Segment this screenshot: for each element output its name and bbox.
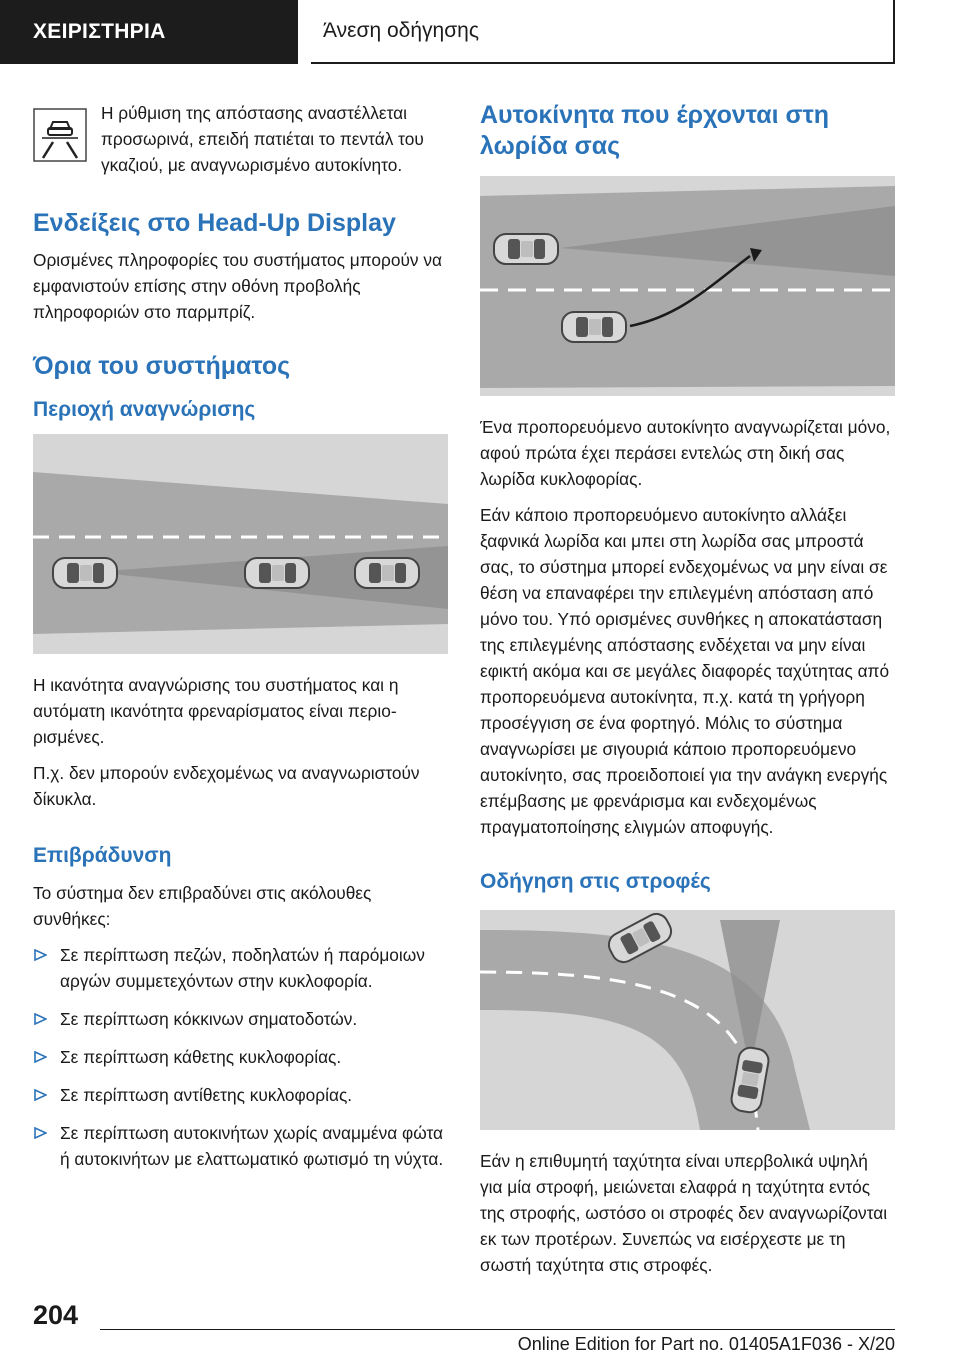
triangle-bullet-icon <box>33 1051 47 1063</box>
triangle-bullet-icon <box>33 1013 47 1025</box>
limits-heading: Όρια του συστήματος <box>33 352 291 380</box>
footer-divider <box>100 1329 895 1330</box>
list-item-text: Σε περίπτωση αυτοκινήτων χωρίς αναμμένα φώτα ή αυτοκινήτων με ελαττωματικό φωτισμό τη νύχτα. <box>60 1123 444 1169</box>
cut-in-heading: Αυτοκίνητα που έρχονται στη λωρίδα σας <box>480 101 830 160</box>
list-item <box>33 1044 448 1070</box>
hud-text: Ορισμένες πληροφορίες του συστήματος μπορούν να εμφανιστούν επίσης στην οθόνη προβολής πληροφοριών στο παρμπρίζ. <box>33 250 442 322</box>
list-item-text: Σε περίπτωση κόκκινων σηματοδοτών. <box>60 1009 358 1029</box>
detection-text-2: Π.χ. δεν μπορούν ενδεχομένως να αναγνωριστούν δίκυκλα. <box>33 763 420 809</box>
hud-heading: Ενδείξεις στο Head-Up Display <box>33 209 396 237</box>
triangle-bullet-icon <box>33 1127 47 1139</box>
detection-text-1: Η ικανότητα αναγνώρισης του συστήματος και η αυτόματη ικανότητα φρεναρίσματος είναι περιορισμένες. <box>33 675 399 747</box>
intro-text: Η ρύθμιση της απόστασης αναστέλλεται προσωρινά, επειδή πατιέται το πεντάλ του γκαζιού, με αναγνωρισμένο αυτοκίνητο. <box>101 103 424 175</box>
list-item <box>33 1006 448 1032</box>
cut-in-text-2: Εάν κάποιο προπορευόμενο αυτοκίνητο αλλάξει ξαφνικά λωρίδα και μπει στη λωρίδα σας μπροστά σας, το σύστημα μπορεί ενδεχομένως να μην είναι σε θέση να επαναφέρει την επιλεγμένη απόσταση από μόνο του. Υπό ορισμένες συνθήκες η αποκατάσταση της επιλεγμένης απόστασης ενδέχεται να μην είναι εφικτή ακόμα και σε μεγάλες διαφορές ταχύτητας από προπορευόμενα αυτοκίνητα, π.χ. κατά τη γρήγορη προσέγγιση σε ένα φορτηγό. Μόλις το σύστημα αναγνωρίσει με σιγουριά κάποιο προπορευόμενο αυτοκίνητο, σας προειδοποιεί για την ανάγκη ενεργής επέμβασης με φρενάρισμα και ενδεχομένως πραγματοποίησης ελιγμών αποφυγής. <box>480 505 890 837</box>
curves-text: Εάν η επιθυμητή ταχύτητα είναι υπερβολικά υψηλή για μία στροφή, μειώνεται ελαφρά η ταχύτητα εντός της στροφής, ωστόσο οι στροφές δεν αναγνωρίζονται εκ των προτέρων. Συνεπώς να εισέρχεστε με τη σωστή ταχύτητα στις στροφές. <box>480 1151 888 1275</box>
distance-assist-icon <box>33 108 87 162</box>
deceleration-text: Το σύστημα δεν επιβραδύνει στις ακόλουθες συνθήκες: <box>33 883 372 929</box>
cut-in-text-1: Ένα προπορευόμενο αυτοκίνητο αναγνωρίζεται μόνο, αφού πρώτα έχει περάσει εντελώς στη δική σας λωρίδα κυκλοφορίας. <box>480 417 891 489</box>
header-section: ΧΕΙΡΙΣΤΗΡΙΑ <box>0 0 298 64</box>
deceleration-heading: Επιβράδυνση <box>33 844 172 867</box>
intro-block <box>33 100 448 178</box>
detection-heading: Περιοχή αναγνώρισης <box>33 398 256 421</box>
detection-range-illustration <box>33 434 448 654</box>
list-item-text: Σε περίπτωση κάθετης κυκλοφορίας. <box>60 1047 342 1067</box>
list-item <box>33 942 448 994</box>
triangle-bullet-icon <box>33 1089 47 1101</box>
right-column <box>480 100 895 1288</box>
curves-heading: Οδήγηση στις στροφές <box>480 870 711 893</box>
list-item-text: Σε περίπτωση αντίθετης κυκλοφορίας. <box>60 1085 353 1105</box>
list-item <box>33 1082 448 1108</box>
list-item <box>33 1120 448 1172</box>
list-item-text: Σε περίπτωση πεζών, ποδηλατών ή παρόμοιων αργών συμμετεχόντων στην κυκλοφορία. <box>60 945 425 991</box>
cut-in-illustration <box>480 176 895 396</box>
curve-driving-illustration <box>480 910 895 1130</box>
left-column <box>33 100 448 1184</box>
footer-edition: Online Edition for Part no. 01405A1F036 - X/20 <box>517 1334 895 1354</box>
triangle-bullet-icon <box>33 949 47 961</box>
header-topic: Άνεση οδήγησης <box>311 0 895 64</box>
page-number: 204 <box>33 1300 79 1330</box>
deceleration-list <box>33 942 448 1172</box>
